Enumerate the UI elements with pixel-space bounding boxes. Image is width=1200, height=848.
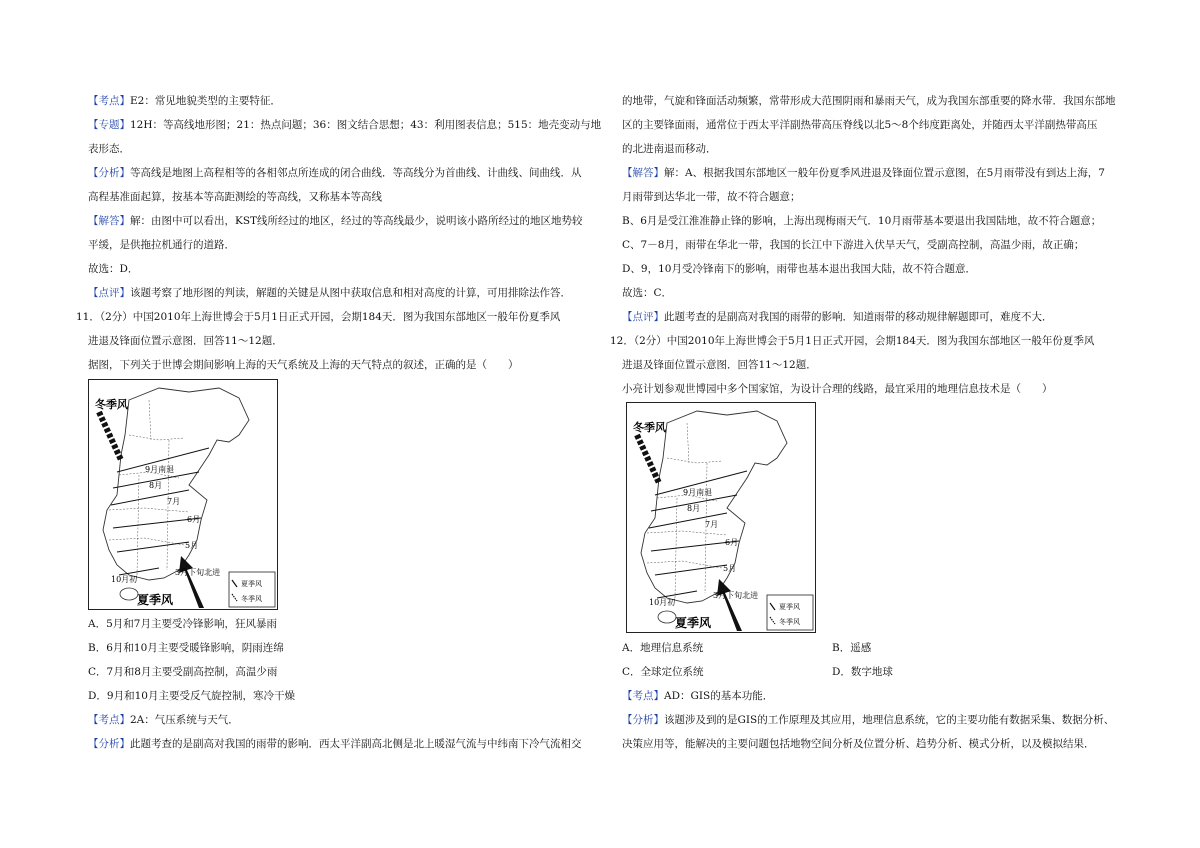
option-a: A．地理信息系统 bbox=[622, 642, 704, 654]
text-line: 的北进南退而移动． bbox=[622, 143, 717, 155]
mar-label: 3月下旬北进 bbox=[175, 568, 221, 577]
section-tag: 【分析】 bbox=[88, 167, 130, 179]
text-line: 月雨带到达华北一带，故不符合题意； bbox=[622, 191, 801, 203]
map-figure bbox=[89, 380, 277, 609]
question-11: 11．（2分）中国2010年上海世博会于5月1日正式开园，会期184天．图为我国东部地区一般年份夏季风 bbox=[76, 311, 561, 323]
fenxi-line: 【分析】等高线是地图上高程相等的各相邻点所连成的闭合曲线．等高线分为首曲线、计曲线、间曲线．从 bbox=[88, 167, 582, 179]
sep-label: 9月南退 bbox=[683, 488, 713, 497]
option-b: B．6月和10月主要受暖锋影响，阴雨连绵 bbox=[88, 642, 284, 654]
summer-label: 夏季风 bbox=[137, 593, 174, 607]
text-line: D、9，10月受冷锋南下的影响，雨带也基本退出我国大陆，故不符合题意． bbox=[622, 263, 976, 275]
may-label: 5月 bbox=[185, 541, 199, 550]
legend-winter: 冬季风 bbox=[779, 618, 800, 626]
winter-arrow bbox=[637, 435, 659, 483]
text-line: 平缓，是供拖拉机通行的道路． bbox=[88, 239, 235, 251]
dianping-line: 【点评】此题考查的是副高对我国的雨带的影响．知道雨带的移动规律解题即可，难度不大． bbox=[622, 311, 1053, 323]
jun-label: 6月 bbox=[187, 515, 201, 524]
fenxi-line: 【分析】该题涉及到的是GIS的工作原理及其应用，地理信息系统，它的主要功能有数据采集、数据分析、 bbox=[622, 714, 1115, 726]
section-tag: 【解答】 bbox=[622, 167, 664, 179]
summer-arrow bbox=[179, 556, 204, 608]
question-12: 12．（2分）中国2010年上海世博会于5月1日正式开园，会期184天．图为我国东部地区一般年份夏季风 bbox=[610, 335, 1095, 347]
jul-label: 7月 bbox=[705, 520, 719, 529]
text-line: C、7－8月，雨带在华北一带，我国的长江中下游进入伏旱天气，受副高控制，高温少雨，故正确； bbox=[622, 239, 1085, 251]
aug-label: 8月 bbox=[687, 504, 701, 513]
text-line: 表形态． bbox=[88, 143, 130, 155]
answer-line: 故选：D． bbox=[88, 263, 139, 275]
legend-winter: 冬季风 bbox=[241, 595, 262, 603]
hainan bbox=[120, 588, 138, 600]
zhuanti-line: 【专题】12H：等高线地形图；21：热点问题；36：图文结合思想；43：利用图表信息；515：地壳变动与地 bbox=[88, 119, 602, 131]
text-line: B、6月是受江淮准静止锋的影响，上海出现梅雨天气．10月雨带基本要退出我国陆地，故不符合题意； bbox=[622, 215, 1102, 227]
legend-summer: 夏季风 bbox=[241, 580, 262, 588]
fenxi-line: 【分析】此题考查的是副高对我国的雨带的影响．西太平洋副高北侧是北上暖湿气流与中纬南下冷气流相交 bbox=[88, 738, 582, 750]
text-line: 进退及锋面位置示意图．回答11～12题． bbox=[622, 359, 817, 371]
jieda-line: 【解答】解：由图中可以看出，KST线所经过的地区，经过的等高线最少，说明该小路所经过的地区地势较 bbox=[88, 215, 583, 227]
option-d: D．9月和10月主要受反气旋控制，寒冷干燥 bbox=[88, 690, 295, 702]
oct-label: 10月初 bbox=[649, 598, 676, 607]
oct-label: 10月初 bbox=[111, 575, 138, 584]
section-tag: 【分析】 bbox=[622, 714, 664, 726]
map-figure bbox=[627, 403, 815, 632]
summer-arrow bbox=[717, 579, 742, 631]
section-tag: 【点评】 bbox=[622, 311, 664, 323]
monsoon-map-right bbox=[626, 402, 816, 633]
answer-line: 故选：C． bbox=[622, 287, 673, 299]
text-line: 高程基准面起算，按基本等高距测绘的等高线，又称基本等高线 bbox=[88, 191, 382, 203]
jun-label: 6月 bbox=[725, 538, 739, 547]
winter-label: 冬季风 bbox=[95, 398, 128, 411]
option-b: B．遥感 bbox=[832, 642, 872, 654]
kaodian-line: 【考点】AD：GIS的基本功能． bbox=[622, 690, 774, 702]
summer-label: 夏季风 bbox=[675, 616, 712, 630]
text-line: 区的主要锋面雨，通常位于西太平洋副热带高压脊线以北5～8个纬度距离处，并随西太平洋副热带高压 bbox=[622, 119, 1098, 131]
hainan bbox=[658, 611, 676, 623]
kaodian-line: 【考点】2A：气压系统与天气． bbox=[88, 714, 239, 726]
section-tag: 【分析】 bbox=[88, 738, 130, 750]
question-11-stem: 据图，下列关于世博会期间影响上海的天气系统及上海的天气特点的叙述，正确的是（ ） bbox=[88, 359, 519, 371]
text-line: 的地带，气旋和锋面活动频繁，常带形成大范围阴雨和暴雨天气，成为我国东部重要的降水带．我国东部地 bbox=[622, 95, 1116, 107]
winter-label: 冬季风 bbox=[633, 421, 666, 434]
mar-label: 3月下旬北进 bbox=[713, 591, 759, 600]
monsoon-map-left bbox=[88, 379, 278, 610]
section-tag: 【专题】 bbox=[88, 119, 130, 131]
kaodian-line: 【考点】E2：常见地貌类型的主要特征． bbox=[88, 95, 281, 107]
text-line: 决策应用等，能解决的主要问题包括地物空间分析及位置分析、趋势分析、模式分析，以及模拟结果． bbox=[622, 738, 1095, 750]
jul-label: 7月 bbox=[167, 497, 181, 506]
jieda-line: 【解答】解：A、根据我国东部地区一般年份夏季风进退及锋面位置示意图，在5月雨带没有到达上海，7 bbox=[622, 167, 1105, 179]
section-tag: 【考点】 bbox=[622, 690, 664, 702]
section-tag: 【考点】 bbox=[88, 714, 130, 726]
option-c: C．7月和8月主要受副高控制，高温少雨 bbox=[88, 666, 278, 678]
option-c: C．全球定位系统 bbox=[622, 666, 704, 678]
section-tag: 【点评】 bbox=[88, 287, 130, 299]
winter-arrow bbox=[99, 412, 121, 460]
text-line: 进退及锋面位置示意图．回答11～12题． bbox=[88, 335, 283, 347]
dianping-line: 【点评】该题考察了地形图的判读，解题的关键是从图中获取信息和相对高度的计算，可用排除法作答． bbox=[88, 287, 571, 299]
question-12-stem: 小亮计划参观世博园中多个国家馆，为设计合理的线路，最宜采用的地理信息技术是（ ） bbox=[622, 383, 1053, 395]
option-a: A．5月和7月主要受冷锋影响，狂风暴雨 bbox=[88, 618, 277, 630]
aug-label: 8月 bbox=[149, 481, 163, 490]
legend-summer: 夏季风 bbox=[779, 603, 800, 611]
sep-label: 9月南退 bbox=[145, 465, 175, 474]
section-tag: 【解答】 bbox=[88, 215, 130, 227]
may-label: 5月 bbox=[723, 564, 737, 573]
section-tag: 【考点】 bbox=[88, 95, 130, 107]
option-d: D．数字地球 bbox=[832, 666, 893, 678]
